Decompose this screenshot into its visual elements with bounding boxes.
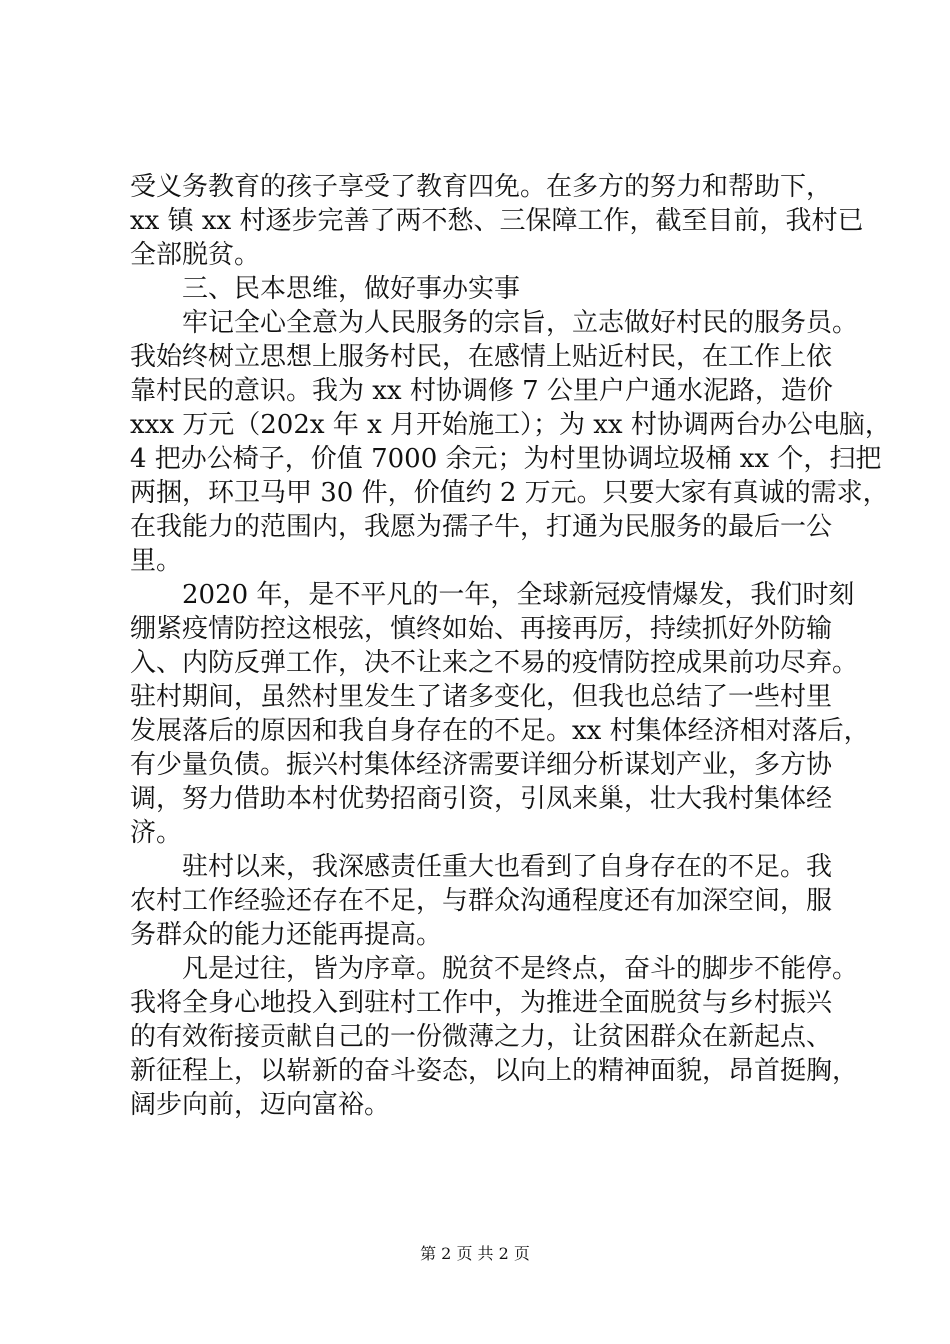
text-line: 绷紧疫情防控这根弦，慎终如始、再接再厉，持续抓好外防输 [130, 614, 833, 644]
text-line: 两捆，环卫马甲 30 件，价值约 2 万元。只要大家有真诚的需求， [130, 478, 889, 508]
text-line: 务群众的能力还能再提高。 [130, 920, 443, 950]
text-line: 全部脱贫。 [130, 240, 261, 270]
text-line: 凡是过往，皆为序章。脱贫不是终点，奋斗的脚步不能停。 [182, 954, 859, 984]
text-line: 里。 [130, 546, 183, 576]
text-line: 农村工作经验还存在不足，与群众沟通程度还有加深空间，服 [130, 886, 833, 916]
text-line: 新征程上，以崭新的奋斗姿态，以向上的精神面貌，昂首挺胸， [130, 1056, 859, 1086]
text-line: 4 把办公椅子，价值 7000 余元；为村里协调垃圾桶 xx 个，扫把 [130, 444, 882, 474]
text-line: 有少量负债。振兴村集体经济需要详细分析谋划产业，多方协 [130, 750, 833, 780]
text-line: 靠村民的意识。我为 xx 村协调修 7 公里户户通水泥路，造价 [130, 376, 833, 406]
text-line: xxx 万元（202x 年 x 月开始施工）；为 xx 村协调两台办公电脑， [130, 410, 891, 440]
text-line: 受义务教育的孩子享受了教育四免。在多方的努力和帮助下， [130, 172, 833, 202]
text-line: 阔步向前，迈向富裕。 [130, 1090, 391, 1120]
text-line: 驻村期间，虽然村里发生了诸多变化，但我也总结了一些村里 [130, 682, 833, 712]
text-line: 牢记全心全意为人民服务的宗旨，立志做好村民的服务员。 [182, 308, 859, 338]
text-line: 调，努力借助本村优势招商引资，引凤来巢，壮大我村集体经 [130, 784, 833, 814]
text-line: 三、民本思维，做好事办实事 [182, 274, 521, 304]
text-line: 驻村以来，我深感责任重大也看到了自身存在的不足。我 [182, 852, 833, 882]
page-footer [0, 1244, 950, 1264]
text-line: 我将全身心地投入到驻村工作中，为推进全面脱贫与乡村振兴 [130, 988, 833, 1018]
text-line: 我始终树立思想上服务村民，在感情上贴近村民，在工作上依 [130, 342, 833, 372]
document-body [130, 170, 891, 1122]
text-line: 入、内防反弹工作，决不让来之不易的疫情防控成果前功尽弃。 [130, 648, 859, 678]
text-line: 2020 年，是不平凡的一年，全球新冠疫情爆发，我们时刻 [182, 580, 855, 610]
text-line: xx 镇 xx 村逐步完善了两不愁、三保障工作，截至目前，我村已 [130, 206, 864, 236]
page-number-label: 第 2 页 共 2 页 [420, 1244, 530, 1263]
text-line: 济。 [130, 818, 183, 848]
text-line: 发展落后的原因和我自身存在的不足。xx 村集体经济相对落后， [130, 716, 870, 746]
text-line: 在我能力的范围内，我愿为孺子牛，打通为民服务的最后一公 [130, 512, 833, 542]
text-line: 的有效衔接贡献自己的一份微薄之力，让贫困群众在新起点、 [130, 1022, 833, 1052]
